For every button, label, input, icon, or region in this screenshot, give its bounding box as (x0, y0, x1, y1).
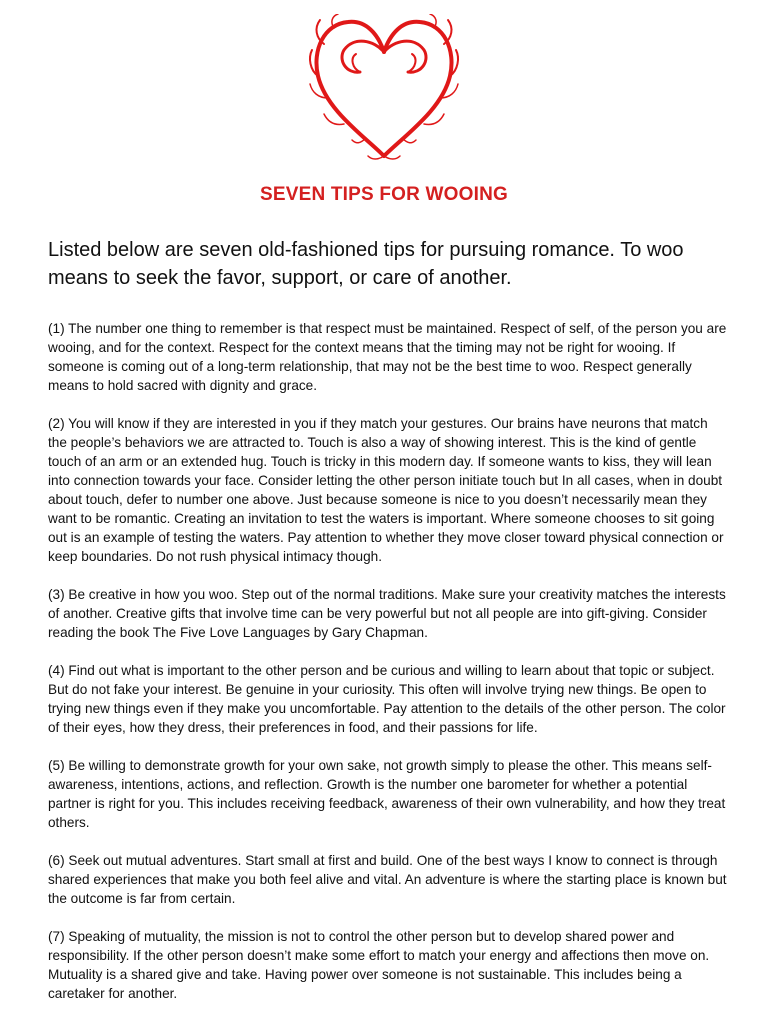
heart-branches-icon (304, 14, 464, 164)
page-title: SEVEN TIPS FOR WOOING (259, 184, 509, 205)
intro-paragraph: Listed below are seven old-fashioned tips for pursuing romance. To woo means to seek the favor, support, or care of another. (48, 239, 684, 289)
tip-paragraph-5: (5) Be willing to demonstrate growth for your own sake, not growth simply to please the other. This means self- awareness, intentions, actions, and reflection. Growth is the number one barometer for whether a potential partner is right for you. This includes receiving feedback, awareness of their own vulnerability, and how they treat others. (48, 758, 726, 830)
tip-paragraph-2: (2) You will know if they are interested in you if they match your gestures. Our brains have neurons that match the people’s behaviors we are attracted to. Touch is also a way of showing interest. This is the kind of gentle touch of an arm or an extended hug. Touch is tricky in this modern day. If someone wants to kiss, they will lean into connection towards your face. Consider letting the other person initiate touch but In all cases, when in doubt about touch, defer to number one above. Just because someone is nice to you doesn’t necessarily mean they want to be romantic. Creating an invitation to test the waters is important. Where someone chooses to sit going out is an example of testing the waters. Pay attention to whether they move closer toward physical connection or keep boundaries. Do not rush physical intimacy though. (48, 416, 724, 564)
tip-paragraph-3: (3) Be creative in how you woo. Step out of the normal traditions. Make sure your creativity matches the interests of another. Creative gifts that involve time can be very powerful but not all people are into gift-giving. Consider reading the book The Five Love Languages by Gary Chapman. (48, 587, 726, 640)
tips-list (48, 319, 728, 1022)
tip-paragraph-1: (1) The number one thing to remember is that respect must be maintained. Respect of self, of the person you are wooing, and for the context. Respect for the context means that the timing may not be right for wooing. If someone is coming out of a long-term relationship, that may not be the best time to woo. Respect generally means to hold sacred with dignity and grace. (48, 321, 727, 393)
tip-paragraph-6: (6) Seek out mutual adventures. Start small at first and build. One of the best ways I know to connect is through shared experiences that make you both feel alive and vital. An adventure is where the starting place is known but the outcome is far from certain. (48, 853, 727, 906)
tip-paragraph-4: (4) Find out what is important to the other person and be curious and willing to learn about that topic or subject. But do not fake your interest. Be genuine in your curiosity. This often will involve trying new things. Be open to trying new things even if they make you uncomfortable. Pay attention to the details of the other person. The color of their eyes, how they dress, their preferences in food, and their passions for life. (48, 663, 726, 735)
tip-paragraph-7: (7) Speaking of mutuality, the mission is not to control the other person but to develop shared power and responsibility. If the other person doesn’t make some effort to match your energy and affections then move on. Mutuality is a shared give and take. Having power over someone is not sustainable. This includes being a caretaker for another. (48, 929, 710, 1001)
heart-illustration (304, 14, 464, 164)
